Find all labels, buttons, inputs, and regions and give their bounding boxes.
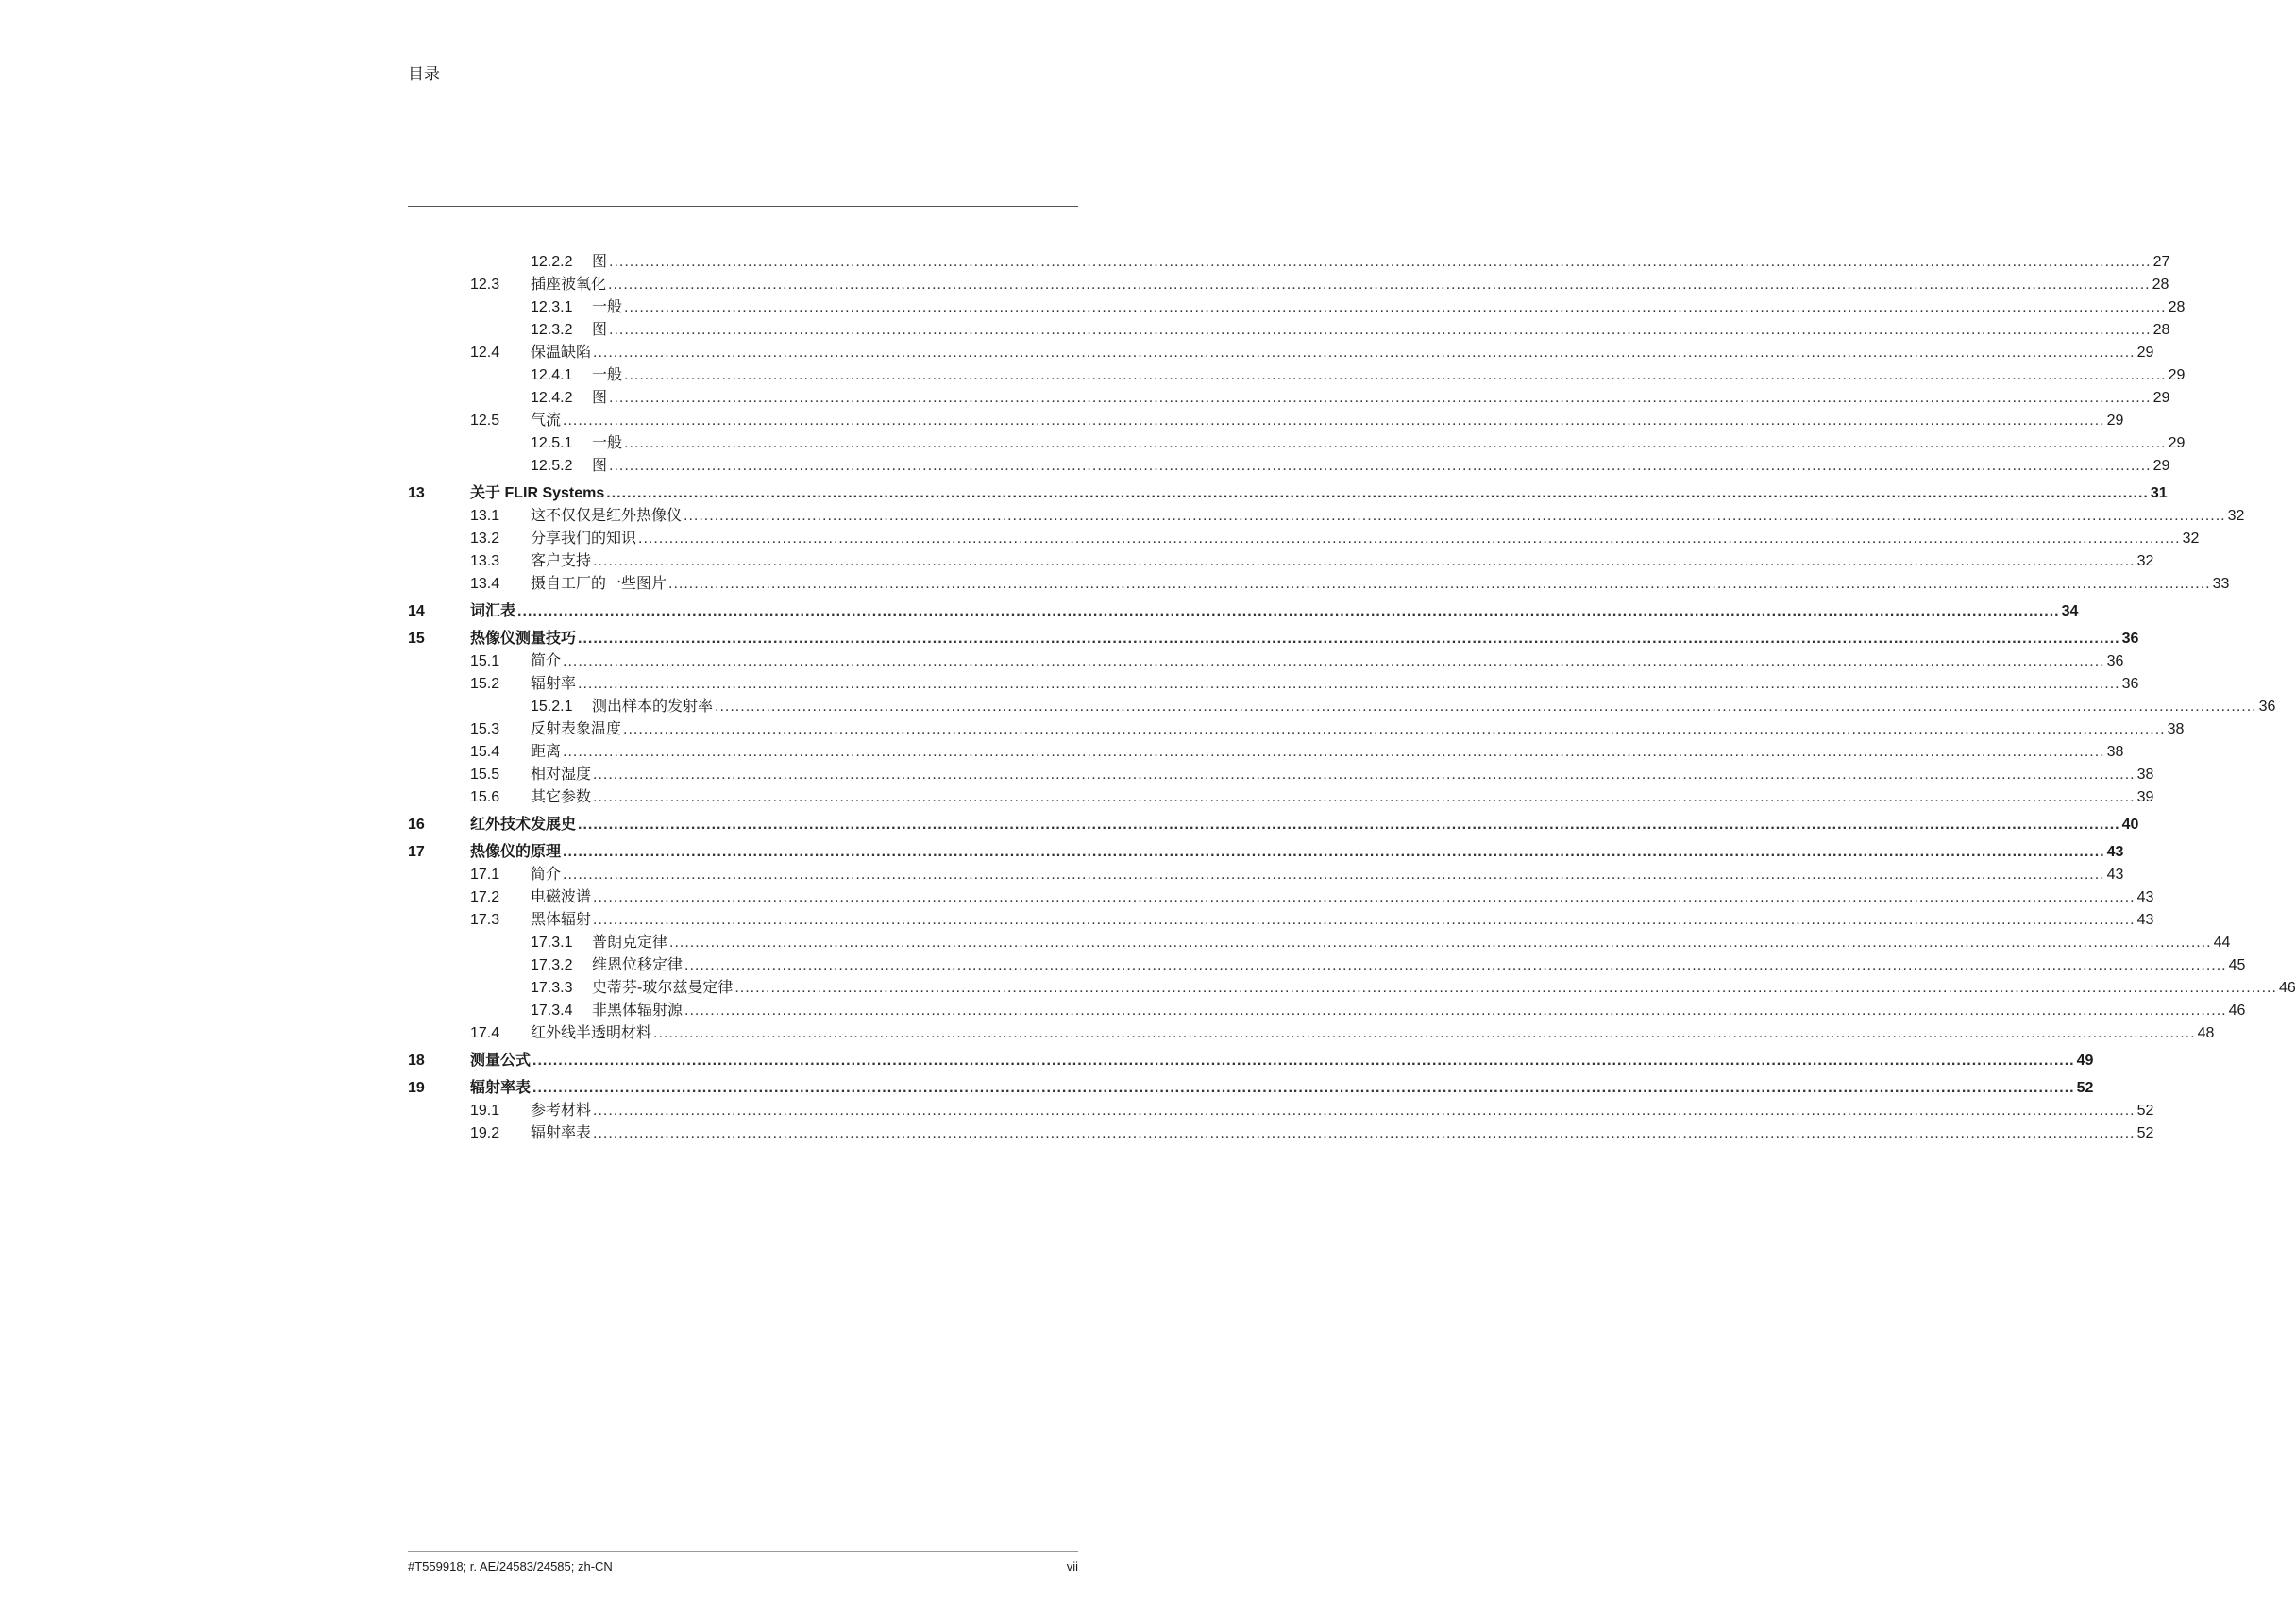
toc-entry-body [531,650,2124,673]
toc-entry-number: 12.5.1 [531,435,573,451]
toc-entry-page: 52 [2136,1125,2154,1141]
toc-dot-leader: ............................................................................................................................................................................................................................................................................................................ [715,699,2257,715]
toc-entry-body [531,505,2245,528]
toc-entry-page: 52 [2136,1103,2154,1119]
toc-entry[interactable] [408,1050,2094,1072]
toc-entry-number: 19 [408,1080,425,1096]
toc-entry-title: 测量公式 [470,1053,532,1069]
toc-entry-number: 15.3 [470,721,500,737]
toc-entry-page: 34 [2061,603,2079,619]
toc-entry-number: 12.5 [470,413,500,429]
toc-entry-body [531,410,2124,432]
toc-dot-leader: ............................................................................................................................................................................................................................................................................................................ [684,957,2227,973]
toc-dot-leader: ............................................................................................................................................................................................................................................................................................................ [563,653,2105,669]
toc-entry-title: 图 [592,322,608,338]
toc-entry-title: 简介 [531,867,562,883]
toc-entry-title: 摄自工厂的一些图片 [531,576,667,592]
toc-entry-title: 电磁波谱 [531,889,592,905]
toc-entry-title: 相对湿度 [531,767,592,783]
toc-entry-page: 36 [2106,653,2124,669]
toc-entry[interactable] [408,673,2139,696]
toc-dot-leader: ............................................................................................................................................................................................................................................................................................................ [578,631,2120,647]
toc-dot-leader: ............................................................................................................................................................................................................................................................................................................ [684,1003,2227,1019]
toc-entry-number: 15.4 [470,744,500,760]
toc-entry-page: 29 [2168,435,2186,451]
toc-entry[interactable] [408,364,2186,387]
toc-entry-page: 38 [2106,744,2124,760]
toc-entry-number: 18 [408,1053,425,1069]
toc-entry-number: 12.2.2 [531,254,573,270]
toc-entry[interactable] [408,296,2186,319]
toc-entry-title: 红外线半透明材料 [531,1025,652,1041]
toc-entry[interactable] [408,1022,2215,1045]
toc-entry-body [592,364,2186,387]
toc-entry-body [531,528,2200,550]
toc-entry[interactable] [408,1077,2094,1100]
toc-entry-title: 热像仪的原理 [470,844,562,860]
toc-entry-body [592,1000,2246,1022]
toc-entry-title: 测出样本的发射率 [592,699,714,715]
toc-entry-page: 29 [2152,458,2170,474]
toc-dot-leader: ............................................................................................................................................................................................................................................................................................................ [563,413,2105,429]
toc-entry-title: 分享我们的知识 [531,531,637,547]
toc-entry-body [592,251,2170,274]
toc-dot-leader: ............................................................................................................................................................................................................................................................................................................ [578,817,2120,833]
toc-dot-leader: ............................................................................................................................................................................................................................................................................................................ [593,789,2136,805]
toc-entry-number: 12.5.2 [531,458,573,474]
toc-dot-leader: ............................................................................................................................................................................................................................................................................................................ [606,485,2149,501]
toc-entry-page: 46 [2278,980,2296,996]
toc-entry-body [470,814,2139,836]
toc-entry-title: 词汇表 [470,603,516,619]
toc-dot-leader: ............................................................................................................................................................................................................................................................................................................ [608,277,2151,293]
toc-entry[interactable] [408,954,2246,977]
toc-entry-body [592,977,2296,1000]
toc-entry-number: 13.2 [470,531,500,547]
toc-entry-number: 12.3.1 [531,299,573,315]
toc-entry-body [531,718,2185,741]
toc-dot-leader: ............................................................................................................................................................................................................................................................................................................ [593,889,2136,905]
toc-entry-page: 28 [2152,277,2169,293]
toc-entry-body [470,1077,2094,1100]
toc-dot-leader: ............................................................................................................................................................................................................................................................................................................ [684,508,2226,524]
toc-entry[interactable] [408,274,2169,296]
toc-entry-title: 简介 [531,653,562,669]
toc-entry-number: 17 [408,844,425,860]
toc-entry-page: 52 [2076,1080,2094,1096]
toc-entry-number: 17.3.2 [531,957,573,973]
toc-entry-body [531,573,2230,596]
toc-entry[interactable] [408,718,2185,741]
toc-entry-page: 29 [2136,345,2154,361]
toc-dot-leader: ............................................................................................................................................................................................................................................................................................................ [669,935,2212,951]
toc-entry-page: 43 [2106,844,2124,860]
toc-entry-number: 19.1 [470,1103,500,1119]
toc-entry-page: 32 [2136,553,2154,569]
toc-entry-body [531,1100,2154,1122]
toc-entry[interactable] [408,886,2154,909]
toc-entry-page: 44 [2213,935,2231,951]
toc-entry-title: 关于 FLIR Systems [470,485,605,501]
toc-entry-page: 43 [2136,889,2154,905]
toc-entry-number: 13 [408,485,425,501]
toc-entry-body [592,455,2170,478]
toc-entry-body [470,628,2139,650]
toc-entry-body [531,886,2154,909]
toc-entry[interactable] [408,650,2124,673]
toc-entry[interactable] [408,319,2170,342]
toc-entry[interactable] [408,932,2231,954]
toc-entry[interactable] [408,528,2200,550]
toc-entry-number: 15.2 [470,676,500,692]
toc-entry[interactable] [408,455,2170,478]
toc-entry-page: 36 [2258,699,2276,715]
toc-entry-page: 38 [2167,721,2185,737]
toc-entry-title: 维恩位移定律 [592,957,684,973]
toc-entry-number: 14 [408,603,425,619]
toc-entry-page: 33 [2212,576,2230,592]
toc-entry-page: 38 [2136,767,2154,783]
toc-entry-body [470,600,2079,623]
toc-dot-leader: ............................................................................................................................................................................................................................................................................................................ [734,980,2277,996]
toc-entry[interactable] [408,1100,2154,1122]
toc-entry-body [592,432,2186,455]
toc-entry-number: 15.5 [470,767,500,783]
toc-entry-number: 16 [408,817,425,833]
toc-entry-page: 43 [2136,912,2154,928]
toc-entry-body [531,864,2124,886]
toc-entry-body [531,786,2154,809]
toc-entry-number: 17.4 [470,1025,500,1041]
toc-dot-leader: ............................................................................................................................................................................................................................................................................................................ [668,576,2211,592]
toc-dot-leader: ............................................................................................................................................................................................................................................................................................................ [593,345,2136,361]
toc-entry-title: 图 [592,254,608,270]
toc-entry-page: 40 [2121,817,2139,833]
toc-entry-page: 29 [2152,390,2170,406]
toc-entry-body [592,319,2170,342]
toc-entry-title: 反射表象温度 [531,721,622,737]
toc-entry-title: 距离 [531,744,562,760]
toc-entry-number: 19.2 [470,1125,500,1141]
toc-entry[interactable] [408,741,2124,764]
toc-entry-number: 15.2.1 [531,699,573,715]
toc-entry-number: 12.3 [470,277,500,293]
toc-entry-title: 插座被氧化 [531,277,607,293]
toc-dot-leader: ............................................................................................................................................................................................................................................................................................................ [563,867,2105,883]
toc-entry-title: 辐射率 [531,676,577,692]
toc-entry-title: 史蒂芬-玻尔兹曼定律 [592,980,734,996]
toc-entry-body [592,296,2186,319]
toc-entry[interactable] [408,505,2245,528]
toc-entry-body [531,550,2154,573]
footer-divider [408,1551,1078,1552]
toc-dot-leader: ............................................................................................................................................................................................................................................................................................................ [578,676,2120,692]
toc-entry-number: 13.1 [470,508,500,524]
toc-entry[interactable] [408,864,2124,886]
toc-entry-body [531,741,2124,764]
toc-entry-page: 31 [2150,485,2168,501]
toc-entry[interactable] [408,550,2154,573]
toc-dot-leader: ............................................................................................................................................................................................................................................................................................................ [609,254,2152,270]
toc-entry-number: 13.3 [470,553,500,569]
toc-entry-title: 保温缺陷 [531,345,592,361]
toc-entry-body [531,673,2139,696]
toc-dot-leader: ............................................................................................................................................................................................................................................................................................................ [563,844,2105,860]
toc-entry-page: 49 [2076,1053,2094,1069]
toc-dot-leader: ............................................................................................................................................................................................................................................................................................................ [532,1053,2075,1069]
toc-entry-number: 17.3.1 [531,935,573,951]
toc-entry-number: 12.4.1 [531,367,573,383]
toc-entry-page: 39 [2136,789,2154,805]
toc-entry-title: 客户支持 [531,553,592,569]
header-divider [408,206,1078,207]
toc-entry[interactable] [408,387,2170,410]
toc-entry-title: 黑体辐射 [531,912,592,928]
toc-entry-page: 29 [2106,413,2124,429]
toc-entry-title: 图 [592,458,608,474]
toc-entry-title: 一般 [592,299,623,315]
toc-dot-leader: ............................................................................................................................................................................................................................................................................................................ [593,912,2136,928]
toc-entry-page: 32 [2182,531,2200,547]
toc-entry-title: 辐射率表 [531,1125,592,1141]
toc-entry-number: 15.6 [470,789,500,805]
toc-entry-number: 12.4.2 [531,390,573,406]
toc-entry-title: 普朗克定律 [592,935,668,951]
toc-entry[interactable] [408,251,2170,274]
toc-entry-number: 12.3.2 [531,322,573,338]
toc-entry-number: 17.3 [470,912,500,928]
toc-entry-body [470,482,2168,505]
toc-dot-leader: ............................................................................................................................................................................................................................................................................................................ [593,1125,2136,1141]
toc-dot-leader: ............................................................................................................................................................................................................................................................................................................ [593,553,2136,569]
toc-entry-number: 17.2 [470,889,500,905]
toc-entry-number: 17.1 [470,867,500,883]
toc-entry-body [531,909,2154,932]
toc-dot-leader: ............................................................................................................................................................................................................................................................................................................ [638,531,2181,547]
toc-entry-title: 气流 [531,413,562,429]
toc-dot-leader: ............................................................................................................................................................................................................................................................................................................ [593,767,2136,783]
toc-entry[interactable] [408,600,2079,623]
toc-dot-leader: ............................................................................................................................................................................................................................................................................................................ [624,435,2167,451]
toc-entry-title: 一般 [592,367,623,383]
toc-entry-page: 28 [2152,322,2170,338]
toc-entry-body [470,1050,2094,1072]
toc-dot-leader: ............................................................................................................................................................................................................................................................................................................ [653,1025,2196,1041]
toc-entry-body [531,1022,2215,1045]
toc-entry-page: 32 [2227,508,2245,524]
toc-entry[interactable] [408,786,2154,809]
toc-entry-body [592,696,2276,718]
toc-entry[interactable] [408,1000,2246,1022]
toc-dot-leader: ............................................................................................................................................................................................................................................................................................................ [609,322,2152,338]
toc-entry-body [531,342,2154,364]
toc-dot-leader: ............................................................................................................................................................................................................................................................................................................ [624,367,2167,383]
toc-entry-page: 28 [2168,299,2186,315]
toc-dot-leader: ............................................................................................................................................................................................................................................................................................................ [517,603,2060,619]
footer-page-number: vii [1066,1560,1078,1574]
toc-entry-title: 一般 [592,435,623,451]
toc-entry-page: 27 [2152,254,2170,270]
toc-entry-title: 这不仅仅是红外热像仪 [531,508,683,524]
toc-entry[interactable] [408,696,2276,718]
toc-entry-title: 热像仪测量技巧 [470,631,577,647]
toc-entry-page: 29 [2168,367,2186,383]
toc-dot-leader: ............................................................................................................................................................................................................................................................................................................ [609,390,2152,406]
toc-dot-leader: ............................................................................................................................................................................................................................................................................................................ [532,1080,2075,1096]
toc-entry[interactable] [408,482,2168,505]
table-of-contents [408,251,2296,1145]
toc-entry-body [592,387,2170,410]
toc-dot-leader: ............................................................................................................................................................................................................................................................................................................ [624,299,2167,315]
toc-dot-leader: ............................................................................................................................................................................................................................................................................................................ [563,744,2105,760]
toc-dot-leader: ............................................................................................................................................................................................................................................................................................................ [593,1103,2136,1119]
toc-entry[interactable] [408,1122,2154,1145]
toc-dot-leader: ............................................................................................................................................................................................................................................................................................................ [623,721,2166,737]
toc-dot-leader: ............................................................................................................................................................................................................................................................................................................ [609,458,2152,474]
toc-entry-title: 辐射率表 [470,1080,532,1096]
toc-entry-page: 36 [2121,676,2139,692]
toc-entry-page: 45 [2228,957,2246,973]
toc-entry[interactable] [408,814,2139,836]
toc-entry-title: 红外技术发展史 [470,817,577,833]
toc-entry-title: 图 [592,390,608,406]
toc-entry-body [531,1122,2154,1145]
toc-entry-number: 15.1 [470,653,500,669]
toc-entry[interactable] [408,977,2296,1000]
toc-entry-number: 17.3.3 [531,980,573,996]
toc-entry[interactable] [408,909,2154,932]
toc-entry-number: 15 [408,631,425,647]
toc-entry-body [531,274,2169,296]
toc-entry[interactable] [408,573,2230,596]
page-header-title: 目录 [408,65,440,83]
toc-entry-number: 17.3.4 [531,1003,573,1019]
toc-entry-body [531,764,2154,786]
footer-doc-id: #T559918; r. AE/24583/24585; zh-CN [408,1560,613,1574]
toc-entry[interactable] [408,432,2186,455]
toc-entry-number: 12.4 [470,345,500,361]
toc-entry-title: 参考材料 [531,1103,592,1119]
toc-entry[interactable] [408,628,2139,650]
toc-entry-title: 其它参数 [531,789,592,805]
toc-entry-number: 13.4 [470,576,500,592]
toc-entry[interactable] [408,841,2124,864]
toc-entry-page: 48 [2197,1025,2215,1041]
toc-entry[interactable] [408,764,2154,786]
toc-entry-page: 43 [2106,867,2124,883]
toc-entry-body [470,841,2124,864]
toc-entry-page: 36 [2121,631,2139,647]
toc-entry-title: 非黑体辐射源 [592,1003,684,1019]
toc-entry-page: 46 [2228,1003,2246,1019]
toc-entry[interactable] [408,342,2154,364]
toc-entry-body [592,954,2246,977]
toc-entry-body [592,932,2231,954]
toc-entry[interactable] [408,410,2124,432]
